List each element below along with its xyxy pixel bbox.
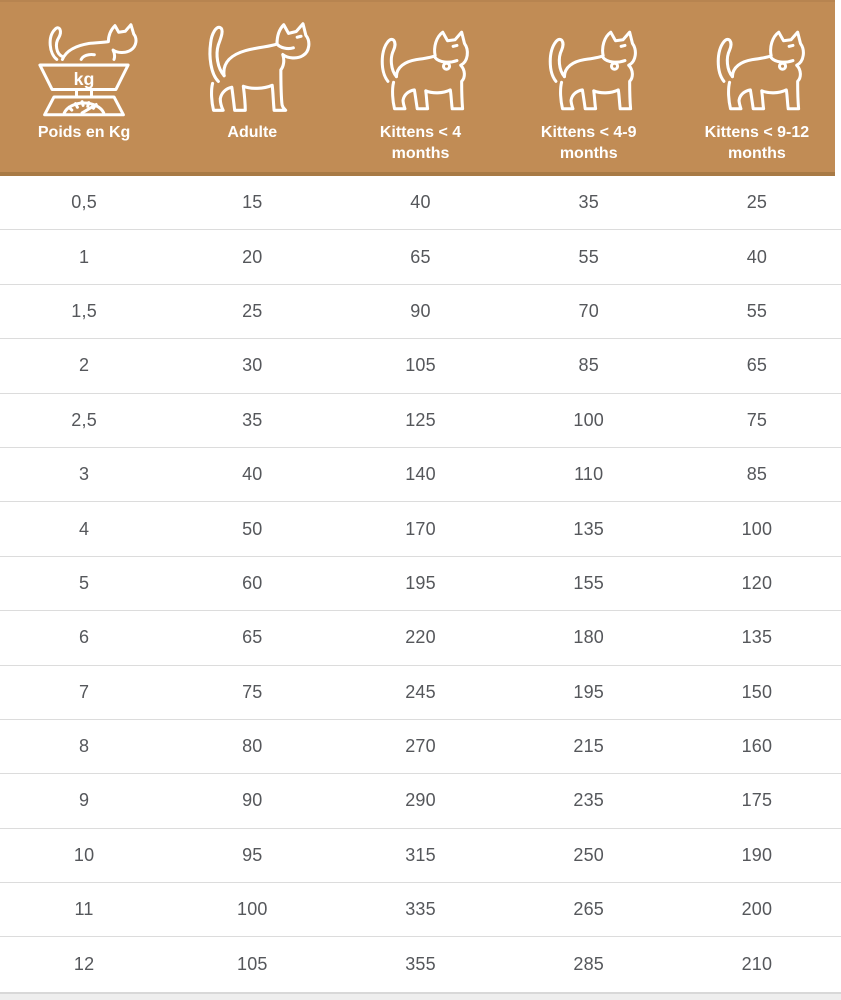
- table-cell: 35: [578, 192, 599, 213]
- table-cell: 80: [242, 736, 263, 757]
- kitten-icon: [705, 14, 809, 118]
- table-cell: 85: [746, 464, 768, 485]
- table-cell: 65: [746, 355, 768, 376]
- table-row: [0, 557, 841, 611]
- table-cell: 9: [78, 790, 90, 811]
- table-cell: 100: [236, 899, 268, 920]
- table-cell: 175: [741, 790, 773, 811]
- table-cell: 50: [242, 518, 263, 539]
- table-cell: 65: [242, 627, 263, 648]
- table-cell: 11: [74, 899, 94, 920]
- table-cell: 100: [573, 409, 605, 430]
- table-cell: 90: [242, 790, 263, 811]
- column-header-kittens-9-12: [673, 0, 841, 172]
- column-label-kittens-9-12: Kittens < 9-12 months: [704, 124, 810, 162]
- scale-with-cat-icon: [23, 14, 145, 118]
- table-row: [0, 720, 841, 774]
- table-cell: 90: [410, 300, 431, 321]
- table-row: [0, 394, 841, 448]
- table-cell: 60: [242, 572, 263, 593]
- table-cell: 40: [410, 192, 431, 213]
- column-label-poids: Poids en Kg: [37, 124, 131, 141]
- table-cell: 15: [242, 192, 263, 213]
- table-cell: 195: [405, 572, 436, 593]
- table-cell: 170: [405, 518, 436, 539]
- header-right-gutter: [835, 0, 841, 176]
- table-cell: 3: [78, 464, 90, 485]
- table-cell: 7: [78, 681, 90, 702]
- table-row: [0, 829, 841, 883]
- bottom-divider: [0, 992, 841, 1000]
- table-cell: 265: [573, 899, 605, 920]
- table-cell: 140: [405, 464, 436, 485]
- table-cell: 12: [73, 954, 95, 975]
- table-cell: 85: [578, 355, 599, 376]
- table-cell: 100: [741, 518, 773, 539]
- table-body: [0, 176, 841, 992]
- table-cell: 235: [573, 790, 605, 811]
- table-cell: 335: [405, 899, 436, 920]
- table-row: [0, 611, 841, 665]
- table-cell: 30: [242, 355, 263, 376]
- table-cell: 220: [405, 627, 436, 648]
- column-label-kittens-4: Kittens < 4 months: [379, 124, 462, 162]
- table-row: [0, 502, 841, 556]
- column-header-poids: [0, 0, 168, 172]
- table-cell: 245: [405, 681, 436, 702]
- table-cell: 35: [242, 409, 263, 430]
- table-row: [0, 937, 841, 991]
- table-cell: 120: [741, 572, 773, 593]
- table-cell: 20: [242, 246, 263, 267]
- table-cell: 65: [410, 246, 431, 267]
- column-header-adulte: [168, 0, 336, 172]
- table-row: [0, 285, 841, 339]
- kitten-icon: [537, 14, 641, 118]
- table-cell: 355: [405, 954, 436, 975]
- table-cell: 285: [573, 954, 605, 975]
- column-header-kittens-4: [336, 0, 504, 172]
- table-cell: 8: [78, 736, 90, 757]
- table-cell: 2: [78, 355, 90, 376]
- table-cell: 40: [746, 246, 768, 267]
- table-header: [0, 0, 841, 176]
- scale-unit-label: kg: [73, 68, 95, 89]
- table-cell: 25: [746, 192, 768, 213]
- table-row: [0, 774, 841, 828]
- table-cell: 155: [573, 572, 605, 593]
- table-cell: 125: [405, 409, 436, 430]
- table-cell: 10: [73, 844, 95, 865]
- table-row: [0, 176, 841, 230]
- table-cell: 25: [242, 300, 263, 321]
- table-cell: 55: [746, 300, 768, 321]
- table-cell: 110: [574, 464, 604, 485]
- table-cell: 95: [242, 844, 263, 865]
- table-cell: 105: [236, 954, 268, 975]
- table-cell: 290: [405, 790, 436, 811]
- table-cell: 200: [741, 899, 773, 920]
- table-cell: 55: [578, 246, 599, 267]
- table-row: [0, 883, 841, 937]
- column-label-adulte: Adulte: [227, 124, 278, 141]
- table-cell: 75: [746, 409, 768, 430]
- table-cell: 40: [242, 464, 263, 485]
- table-cell: 0,5: [71, 192, 97, 213]
- table-cell: 190: [741, 844, 773, 865]
- table-cell: 5: [78, 572, 90, 593]
- table-cell: 215: [573, 736, 605, 757]
- table-cell: 195: [573, 681, 605, 702]
- table-cell: 135: [573, 518, 605, 539]
- kitten-icon: [369, 14, 473, 118]
- table-cell: 270: [405, 736, 436, 757]
- table-cell: 180: [573, 627, 605, 648]
- table-cell: 135: [741, 627, 773, 648]
- table-cell: 160: [741, 736, 773, 757]
- table-cell: 315: [405, 844, 436, 865]
- table-cell: 105: [405, 355, 436, 376]
- table-row: [0, 230, 841, 284]
- adult-cat-icon: [189, 14, 315, 118]
- table-cell: 1: [78, 246, 90, 267]
- column-label-kittens-4-9: Kittens < 4-9 months: [540, 124, 637, 162]
- table-cell: 150: [741, 681, 773, 702]
- table-row: [0, 666, 841, 720]
- table-cell: 1,5: [71, 300, 97, 321]
- table-cell: 2,5: [71, 409, 97, 430]
- table-row: [0, 339, 841, 393]
- table-cell: 250: [573, 844, 605, 865]
- table-row: [0, 448, 841, 502]
- table-cell: 70: [578, 300, 599, 321]
- table-cell: 210: [741, 954, 773, 975]
- column-header-kittens-4-9: [505, 0, 673, 172]
- table-cell: 75: [242, 681, 263, 702]
- table-cell: 4: [78, 518, 90, 539]
- table-cell: 6: [78, 627, 90, 648]
